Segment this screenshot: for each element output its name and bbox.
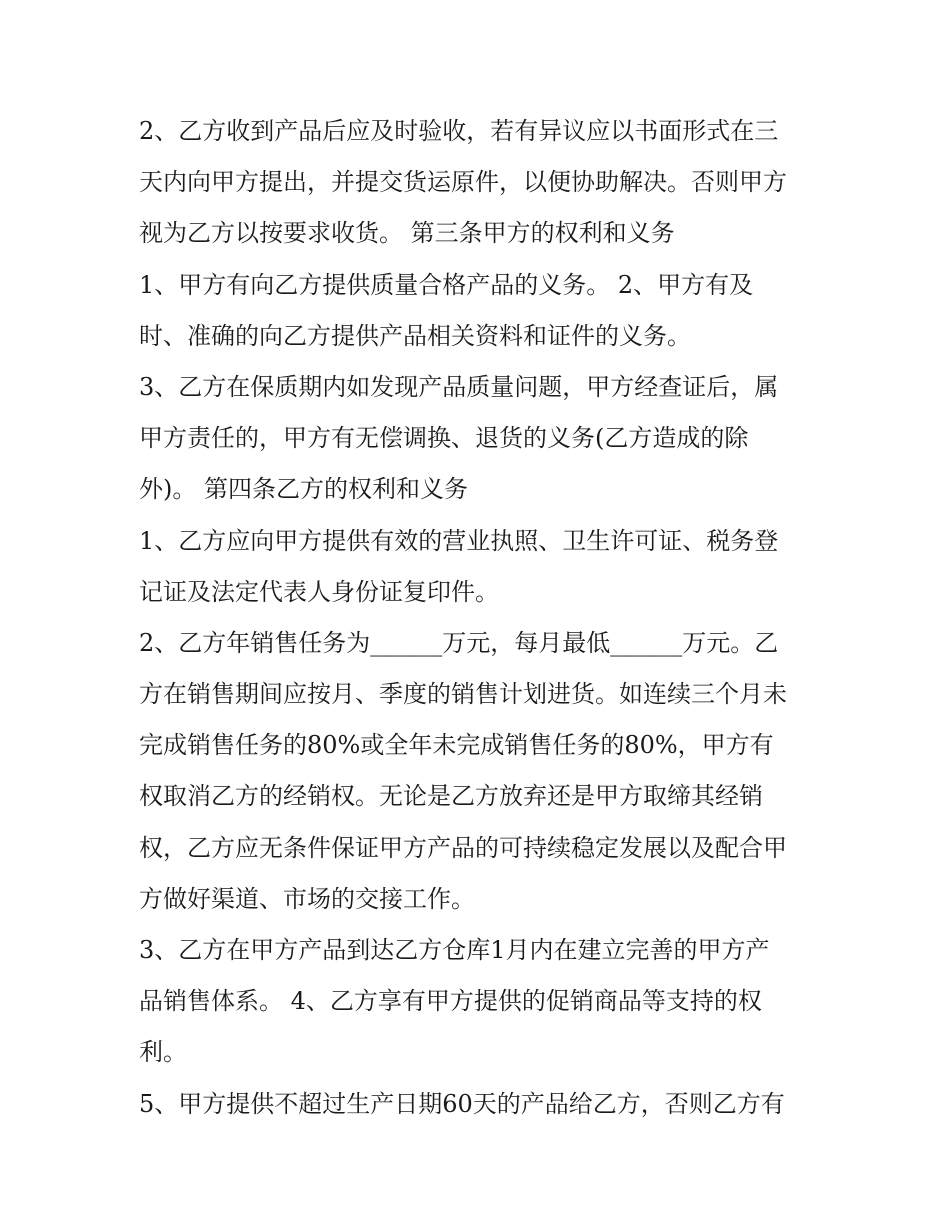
text-line: 1、甲方有向乙方提供质量合格产品的义务。 2、甲方有及 [139,270,754,299]
text-line: 品销售体系。 4、乙方享有甲方提供的促销商品等支持的权 [139,987,762,1016]
text-line: 时、准确的向乙方提供产品相关资料和证件的义务。 [139,321,691,350]
text-line: 利。 [139,1038,187,1067]
text-line: 视为乙方以按要求收货。 第三条甲方的权利和义务 [139,219,675,248]
text-line: 5、甲方提供不超过生产日期60天的产品给乙方，否则乙方有 [139,1089,785,1118]
contract-text [139,106,819,1130]
text-line: 记证及法定代表人身份证复印件。 [139,577,499,606]
text-line: 权，乙方应无条件保证甲方产品的可持续稳定发展以及配合甲 [139,833,787,862]
text-line: 3、乙方在保质期内如发现产品质量问题，甲方经查证后，属 [139,372,779,401]
text-line: 1、乙方应向甲方提供有效的营业执照、卫生许可证、税务登 [139,526,779,555]
text-line: 权取消乙方的经销权。无论是乙方放弃还是甲方取缔其经销 [139,782,763,811]
text-line: 天内向甲方提出，并提交货运原件，以便协助解决。否则甲方 [139,168,787,197]
text-line: 方做好渠道、市场的交接工作。 [139,884,475,913]
text-line: 3、乙方在甲方产品到达乙方仓库1月内在建立完善的甲方产 [139,936,770,964]
text-line: 完成销售任务的80%或全年未完成销售任务的80%，甲方有 [139,731,774,760]
text-line: 2、乙方收到产品后应及时验收，若有异议应以书面形式在三 [139,117,779,145]
text-line: 2、乙方年销售任务为______万元，每月最低______万元。乙 [139,628,779,657]
text-line: 甲方责任的，甲方有无偿调换、退货的义务(乙方造成的除 [139,424,749,453]
text-line: 方在销售期间应按月、季度的销售计划进货。如连续三个月未 [139,680,787,709]
text-line: 外)。 第四条乙方的权利和义务 [139,475,468,504]
